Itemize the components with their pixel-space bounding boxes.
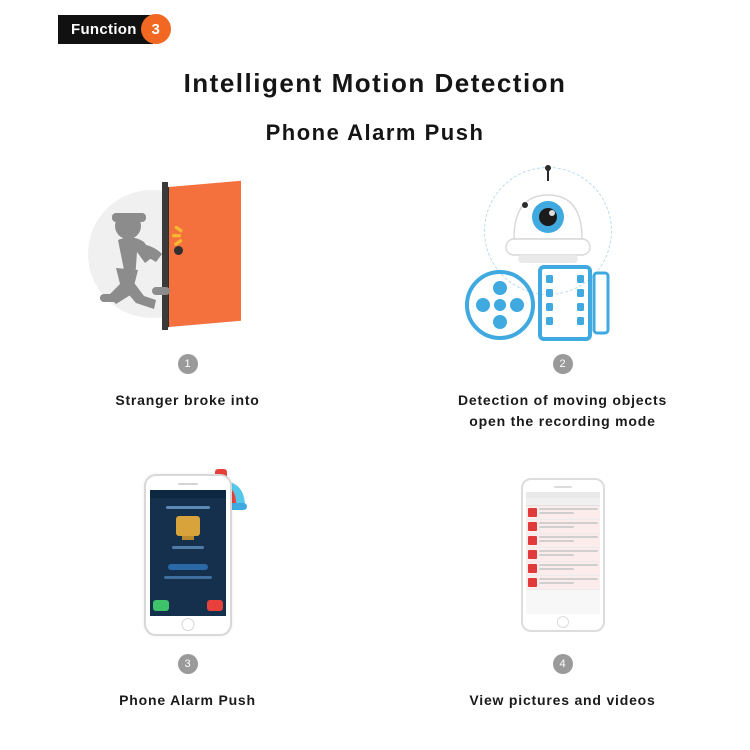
- message-text: [539, 522, 598, 530]
- text-line: [539, 526, 574, 528]
- alert-icon: [528, 550, 537, 559]
- text-line: [539, 554, 574, 556]
- call-action-bar: [150, 598, 226, 612]
- phone-alarm-icon: [113, 463, 263, 648]
- list-item[interactable]: [526, 562, 600, 576]
- message-text: [539, 508, 598, 516]
- ip-camera-icon: [488, 165, 608, 275]
- ip-camera-film-reel-icon: [458, 165, 668, 345]
- text-line: [539, 550, 598, 552]
- message-text: [539, 550, 598, 558]
- phone-message-list-icon: [521, 478, 605, 632]
- step-caption-line-1: Stranger broke into: [115, 392, 260, 408]
- function-badge-label: Function: [58, 15, 153, 44]
- phone-speaker: [178, 483, 198, 485]
- step-number: 1: [178, 354, 198, 374]
- step-caption-line-1: Detection of moving objects: [457, 392, 668, 408]
- list-item[interactable]: [526, 520, 600, 534]
- message-text: [539, 536, 598, 544]
- step-number: 4: [553, 654, 573, 674]
- alert-icon: [528, 536, 537, 545]
- step-item-3: [0, 460, 375, 711]
- text-line: [539, 512, 574, 514]
- step-1-illustration: [0, 160, 375, 350]
- text-line: [539, 522, 598, 524]
- step-caption-line-2: open the recording mode: [469, 413, 656, 429]
- steps-grid: [0, 160, 750, 740]
- text-line: [539, 508, 598, 510]
- alert-icon: [528, 508, 537, 517]
- step-item-4: [375, 460, 750, 711]
- alert-icon: [528, 578, 537, 587]
- alert-icon: [528, 522, 537, 531]
- text-line: [539, 582, 574, 584]
- function-badge-number: 3: [141, 14, 171, 44]
- film-strip-icon: [538, 265, 612, 341]
- alert-icon: [528, 564, 537, 573]
- answer-call-button[interactable]: [153, 600, 169, 611]
- page-subtitle: Phone Alarm Push: [265, 120, 485, 145]
- intruder-door-icon: [88, 168, 288, 343]
- phone-speaker: [554, 486, 572, 488]
- text-line: [539, 536, 598, 538]
- phone-home-button[interactable]: [181, 618, 194, 631]
- step-caption-line-1: View pictures and videos: [469, 692, 656, 708]
- step-item-1: [0, 160, 375, 411]
- step-caption: [0, 390, 375, 411]
- message-text: [539, 564, 598, 572]
- step-3-illustration: [0, 460, 375, 650]
- step-number: 2: [553, 354, 573, 374]
- bottom-spacer: [0, 738, 750, 750]
- step-number: 3: [178, 654, 198, 674]
- smartphone-frame: [144, 474, 232, 636]
- phone-home-button[interactable]: [557, 616, 569, 628]
- text-line: [539, 540, 574, 542]
- list-item[interactable]: [526, 506, 600, 520]
- decline-call-button[interactable]: [207, 600, 223, 611]
- step-2-illustration: [375, 160, 750, 350]
- step-caption: [375, 390, 750, 432]
- alert-spark-icon: [170, 226, 196, 248]
- step-caption: [0, 690, 375, 711]
- function-badge: [58, 14, 171, 44]
- phone-screen: [526, 492, 600, 614]
- film-reel-icon: [464, 269, 536, 341]
- text-line: [539, 564, 598, 566]
- phone-nav-bar: [526, 498, 600, 506]
- list-item[interactable]: [526, 548, 600, 562]
- list-item[interactable]: [526, 576, 600, 590]
- list-item[interactable]: [526, 534, 600, 548]
- text-line: [539, 578, 598, 580]
- step-4-illustration: [375, 460, 750, 650]
- message-text: [539, 578, 598, 586]
- text-line: [539, 568, 574, 570]
- step-item-2: [375, 160, 750, 432]
- page-title: Intelligent Motion Detection: [183, 68, 567, 98]
- step-caption: [375, 690, 750, 711]
- step-caption-line-1: Phone Alarm Push: [119, 692, 256, 708]
